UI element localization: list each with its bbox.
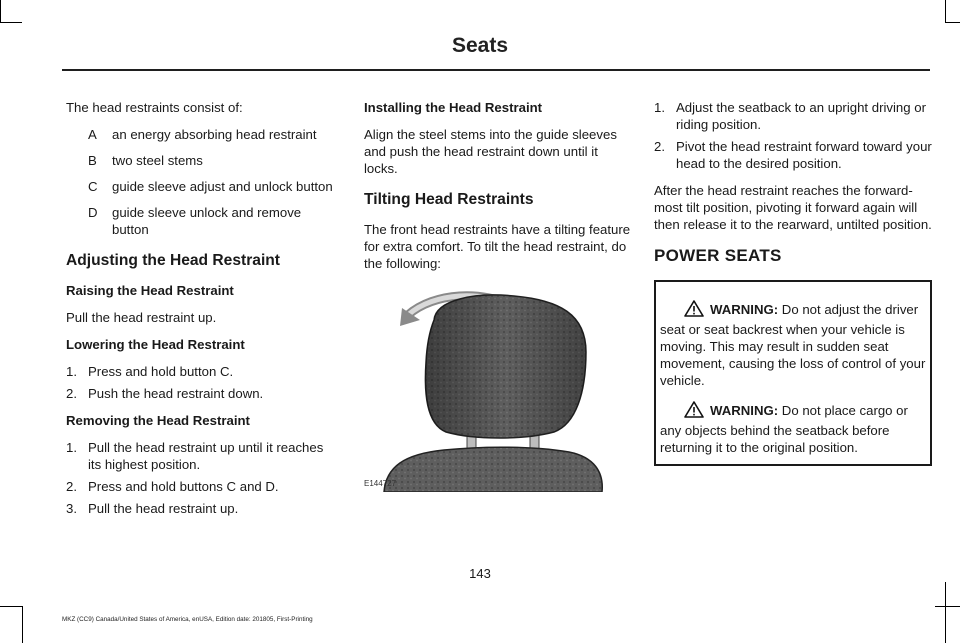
- crop-mark: [945, 0, 946, 22]
- step-text: Adjust the seatback to an upright driving or riding position.: [676, 100, 926, 132]
- legend-key: C: [88, 179, 98, 194]
- warning-text: Do not adjust the driver seat or seat backrest when your vehicle is moving. This may result in sudden seat movement, causing the loss of control of your vehicle.: [660, 302, 926, 388]
- step-number: 2.: [654, 139, 665, 154]
- column-middle: [364, 99, 632, 492]
- step-text: Push the head restraint down.: [88, 386, 264, 401]
- body-text: After the head restraint reaches the forward-most tilt position, pivoting it forward again will then release it to the rearward, untilted position.: [654, 183, 932, 232]
- legend-text: guide sleeve unlock and remove button: [112, 205, 302, 237]
- body-text: Align the steel stems into the guide sleeves and push the head restraint down until it locks.: [364, 127, 617, 176]
- column-left: [66, 99, 338, 527]
- step-item: [66, 363, 338, 380]
- page-title: Seats: [451, 34, 509, 57]
- subsection-heading: Installing the Head Restraint: [364, 100, 543, 115]
- head-restraint-drawing: [364, 282, 626, 492]
- step-text: Pull the head restraint up until it reaches its highest position.: [88, 440, 324, 472]
- crop-mark: [935, 606, 960, 607]
- subsection-heading: Removing the Head Restraint: [66, 413, 250, 428]
- section-heading: Tilting Head Restraints: [364, 191, 534, 208]
- step-item: [654, 99, 932, 133]
- parts-legend: [66, 126, 338, 238]
- body-text: Pull the head restraint up.: [66, 310, 217, 325]
- warning-item: [660, 300, 926, 389]
- warning-label: WARNING:: [710, 403, 779, 418]
- warning-triangle-icon: [684, 300, 704, 321]
- step-list: [66, 363, 338, 402]
- header-divider: [62, 69, 930, 71]
- page-number: 143: [469, 566, 491, 581]
- step-item: [66, 385, 338, 402]
- legend-key: A: [88, 127, 97, 142]
- crop-mark: [22, 606, 23, 643]
- subsection-heading: Lowering the Head Restraint: [66, 337, 245, 352]
- step-number: 2.: [66, 479, 77, 494]
- step-text: Press and hold button C.: [88, 364, 234, 379]
- warning-item: [660, 401, 926, 456]
- legend-text: guide sleeve adjust and unlock button: [112, 179, 333, 194]
- step-list: [66, 439, 338, 517]
- step-text: Pivot the head restraint forward toward your head to the desired position.: [676, 139, 932, 171]
- step-number: 3.: [66, 501, 77, 516]
- step-item: [66, 439, 338, 473]
- step-item: [66, 478, 338, 495]
- legend-text: an energy absorbing head restraint: [112, 127, 317, 142]
- figure-id: E144727: [364, 479, 397, 488]
- section-heading: Adjusting the Head Restraint: [66, 252, 281, 269]
- crop-mark: [0, 606, 22, 607]
- step-text: Press and hold buttons C and D.: [88, 479, 279, 494]
- body-text: The front head restraints have a tilting feature for extra comfort. To tilt the head restraint, do the following:: [364, 222, 631, 271]
- section-heading: POWER SEATS: [654, 246, 782, 265]
- step-number: 2.: [66, 386, 77, 401]
- step-list: [654, 99, 932, 172]
- crop-mark: [945, 582, 946, 643]
- legend-item: [66, 152, 338, 169]
- crop-mark: [0, 0, 1, 22]
- step-number: 1.: [66, 440, 77, 455]
- step-number: 1.: [66, 364, 77, 379]
- crop-mark: [0, 22, 22, 23]
- warning-text: Do not place cargo or any objects behind the seatback before returning it to the original position.: [660, 403, 908, 455]
- warning-box: [654, 280, 932, 466]
- step-item: [66, 500, 338, 517]
- step-item: [654, 138, 932, 172]
- legend-item: [66, 178, 338, 195]
- step-text: Pull the head restraint up.: [88, 501, 239, 516]
- warning-triangle-icon: [684, 401, 704, 422]
- step-number: 1.: [654, 100, 665, 115]
- subsection-heading: Raising the Head Restraint: [66, 283, 234, 298]
- legend-key: D: [88, 205, 98, 220]
- intro-text: The head restraints consist of:: [66, 100, 243, 115]
- edition-footer: MKZ (CC9) Canada/United States of America, enUSA, Edition date: 201805, First-Printing: [62, 616, 313, 623]
- head-restraint-illustration: [364, 282, 626, 492]
- legend-item: [66, 204, 338, 238]
- warning-label: WARNING:: [710, 302, 779, 317]
- column-right: [654, 99, 932, 466]
- legend-key: B: [88, 153, 97, 168]
- crop-mark: [945, 22, 960, 23]
- legend-text: two steel stems: [112, 153, 203, 168]
- legend-item: [66, 126, 338, 143]
